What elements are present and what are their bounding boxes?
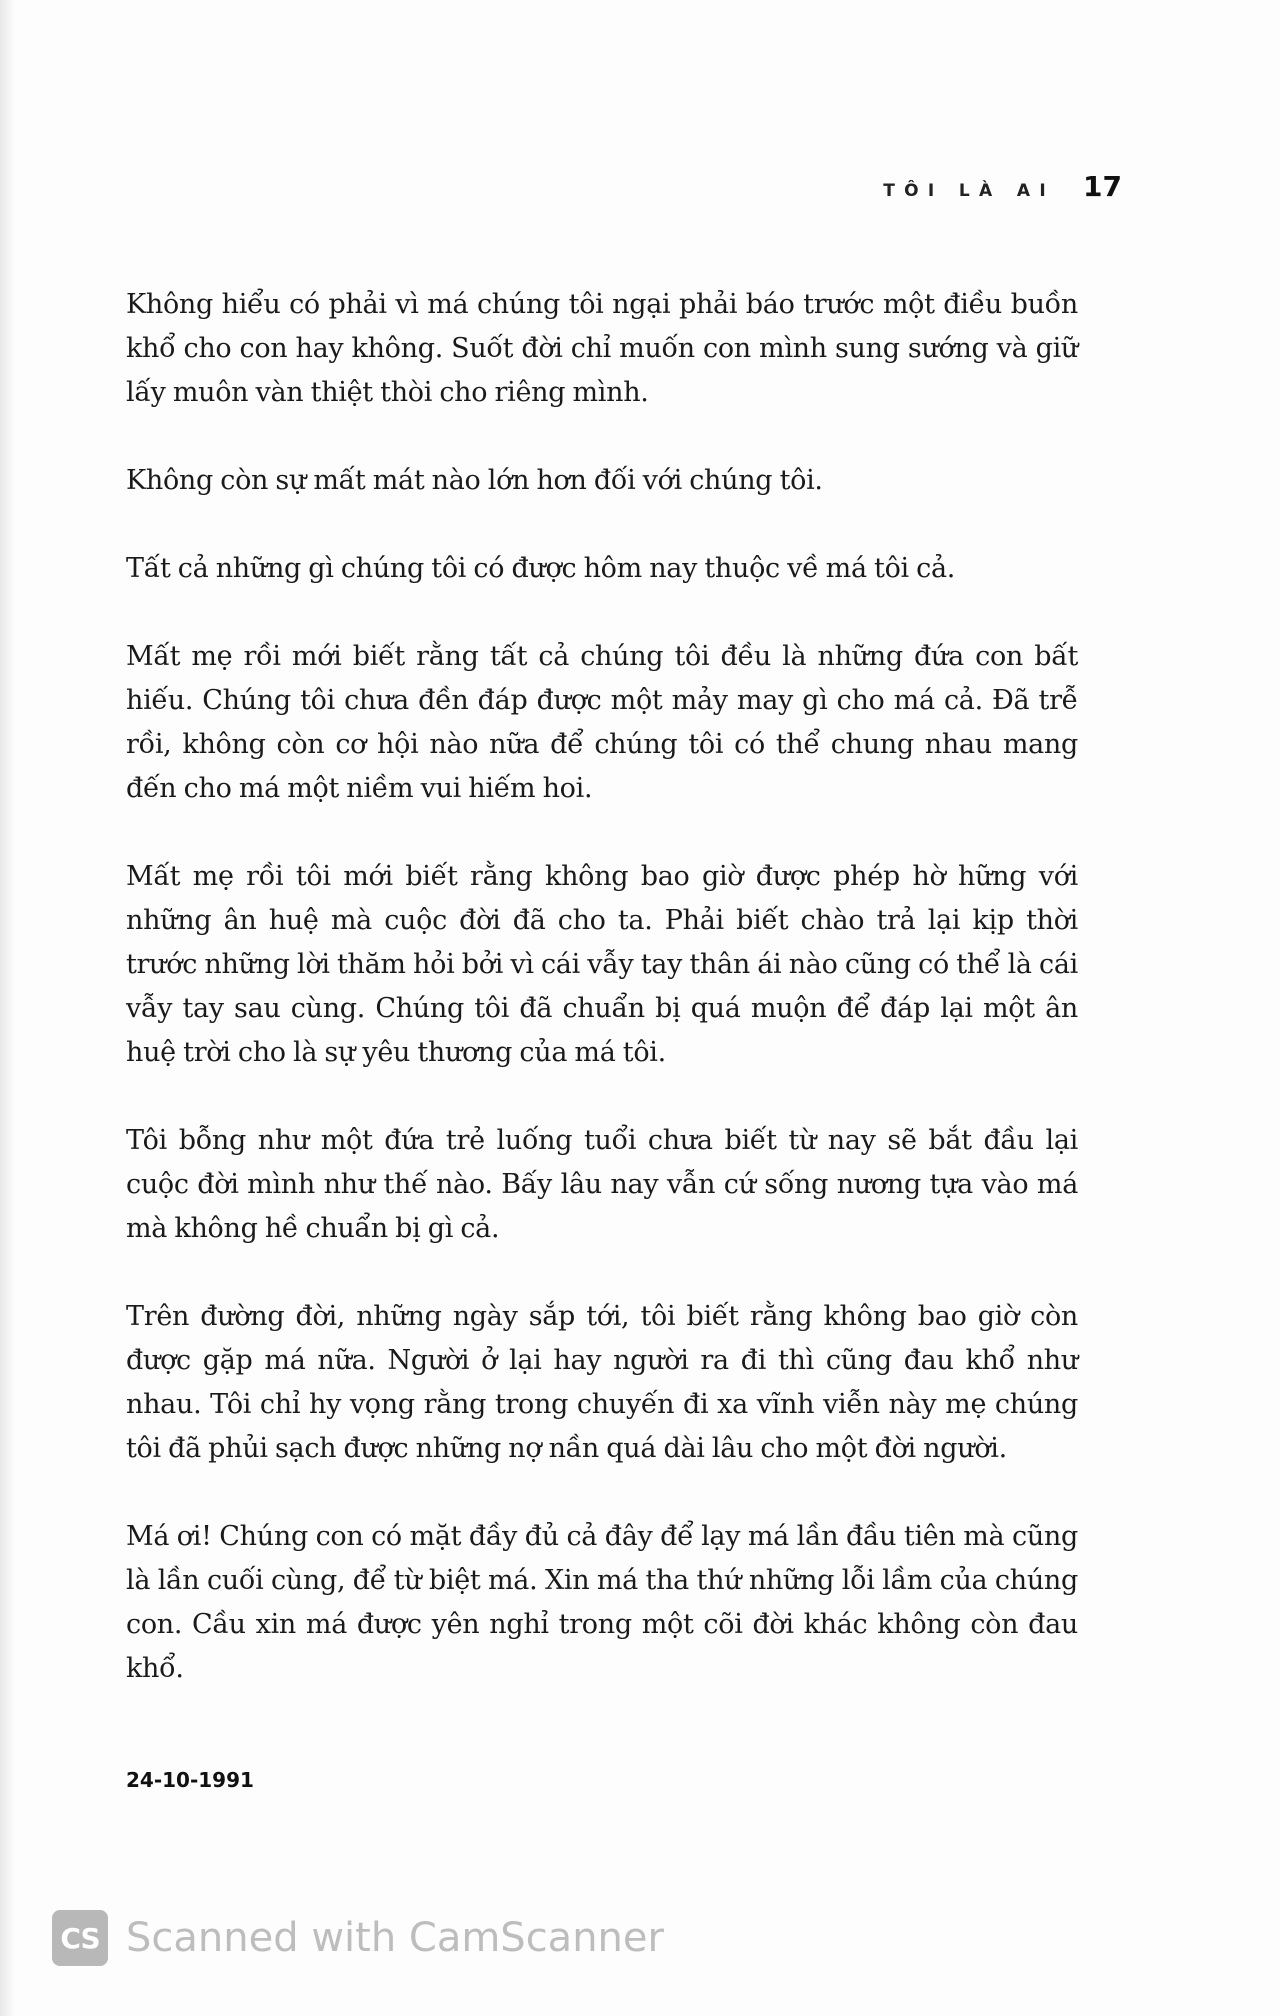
- paragraph-3: Tất cả những gì chúng tôi có được hôm nay thuộc về má tôi cả.: [126, 553, 956, 584]
- page-number: 17: [1083, 170, 1122, 203]
- paragraph-7: Trên đường đời, những ngày sắp tới, tôi biết rằng không bao giờ còn được gặp má nữa. Người ở lại hay người ra đi thì cũng đau khổ như nhau. Tôi chỉ hy vọng rằng trong chuyến đi xa vĩnh viễn này mẹ chúng tôi đã phủi sạch được những nợ nần quá dài lâu cho một đời người.: [126, 1301, 1078, 1464]
- paragraph-4: Mất mẹ rồi mới biết rằng tất cả chúng tôi đều là những đứa con bất hiếu. Chúng tôi chưa đền đáp được một mảy may gì cho má cả. Đã trễ rồi, không còn cơ hội nào nữa để chúng tôi có thể chung nhau mang đến cho má một niềm vui hiếm hoi.: [126, 641, 1078, 804]
- camscanner-label: Scanned with CamScanner: [126, 1915, 664, 1961]
- paragraph-5: Mất mẹ rồi tôi mới biết rằng không bao giờ được phép hờ hững với những ân huệ mà cuộc đời đã cho ta. Phải biết chào trả lại kịp thời trước những lời thăm hỏi bởi vì cái vẫy tay thân ái nào cũng có thể là cái vẫy tay sau cùng. Chúng tôi đã chuẩn bị quá muộn để đáp lại một ân huệ trời cho là sự yêu thương của má tôi.: [126, 861, 1078, 1068]
- running-header: [0, 170, 1122, 203]
- camscanner-watermark: [52, 1910, 664, 1966]
- body-text: [126, 283, 1078, 1735]
- paragraph-6: Tôi bỗng như một đứa trẻ luống tuổi chưa biết từ nay sẽ bắt đầu lại cuộc đời mình như thế nào. Bấy lâu nay vẫn cứ sống nương tựa vào má mà không hề chuẩn bị gì cả.: [126, 1125, 1078, 1244]
- signoff-date: 24-10-1991: [126, 1768, 254, 1792]
- camscanner-logo-icon: CS: [52, 1910, 108, 1966]
- paragraph-2: Không còn sự mất mát nào lớn hơn đối với chúng tôi.: [126, 465, 823, 496]
- paragraph-8: Má ơi! Chúng con có mặt đầy đủ cả đây để lạy má lần đầu tiên mà cũng là lần cuối cùng, để từ biệt má. Xin má tha thứ những lỗi lầm của chúng con. Cầu xin má được yên nghỉ trong một cõi đời khác không còn đau khổ.: [126, 1521, 1078, 1684]
- chapter-title: TÔI LÀ AI: [883, 181, 1056, 201]
- paragraph-1: Không hiểu có phải vì má chúng tôi ngại phải báo trước một điều buồn khổ cho con hay không. Suốt đời chỉ muốn con mình sung sướng và giữ lấy muôn vàn thiệt thòi cho riêng mình.: [126, 289, 1078, 408]
- page-binding-edge: [0, 0, 14, 2016]
